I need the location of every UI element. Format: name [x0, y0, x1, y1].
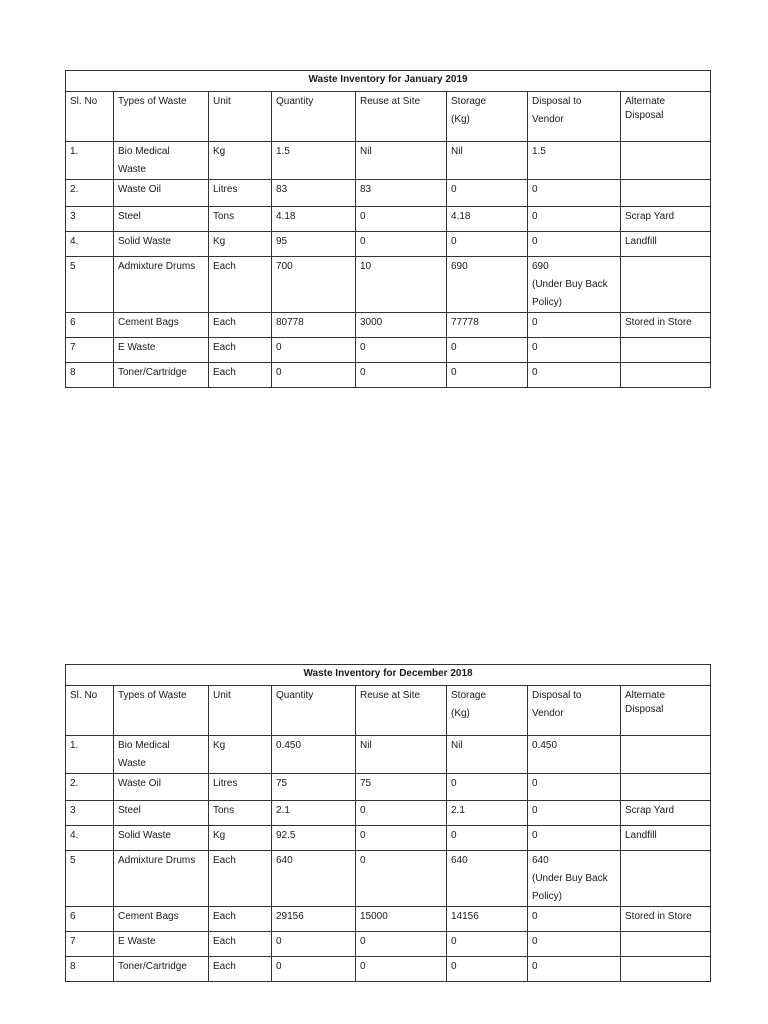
- cell: 0.450: [272, 736, 356, 774]
- cell: [621, 851, 711, 907]
- cell: Bio Medical Waste: [114, 142, 209, 180]
- cell: Nil: [447, 142, 528, 180]
- cell: Each: [209, 957, 272, 982]
- col-header-quantity: Quantity: [272, 686, 356, 736]
- cell: 0: [272, 338, 356, 363]
- table-row: [66, 736, 711, 774]
- cell: Admixture Drums: [114, 257, 209, 313]
- cell: 690: [447, 257, 528, 313]
- cell: 0: [356, 232, 447, 257]
- table-row: [66, 826, 711, 851]
- cell: 1.5: [272, 142, 356, 180]
- cell: Bio Medical Waste: [114, 736, 209, 774]
- cell: 6: [66, 313, 114, 338]
- cell: 14156: [447, 907, 528, 932]
- col-header-unit: Unit: [209, 92, 272, 142]
- cell: 0: [356, 207, 447, 232]
- cell: [621, 142, 711, 180]
- cell: 0: [447, 180, 528, 207]
- cell: Kg: [209, 232, 272, 257]
- cell: [621, 180, 711, 207]
- cell: Steel: [114, 207, 209, 232]
- cell: Scrap Yard: [621, 207, 711, 232]
- cell: 0: [447, 363, 528, 388]
- cell: 3: [66, 207, 114, 232]
- cell: Stored in Store: [621, 313, 711, 338]
- cell: Landfill: [621, 826, 711, 851]
- cell: 0: [272, 932, 356, 957]
- cell: [621, 736, 711, 774]
- cell: Each: [209, 363, 272, 388]
- cell: Kg: [209, 142, 272, 180]
- cell: 0: [528, 207, 621, 232]
- col-header-unit: Unit: [209, 686, 272, 736]
- cell: 0: [528, 363, 621, 388]
- cell: 3000: [356, 313, 447, 338]
- cell: Each: [209, 932, 272, 957]
- col-header-quantity: Quantity: [272, 92, 356, 142]
- cell: Solid Waste: [114, 232, 209, 257]
- table-title: Waste Inventory for December 2018: [66, 665, 711, 686]
- cell: 7: [66, 338, 114, 363]
- cell: Landfill: [621, 232, 711, 257]
- cell: 0: [272, 363, 356, 388]
- table-row: [66, 180, 711, 207]
- cell: 640: [447, 851, 528, 907]
- cell: 6: [66, 907, 114, 932]
- cell: 10: [356, 257, 447, 313]
- cell: 15000: [356, 907, 447, 932]
- cell: Nil: [447, 736, 528, 774]
- col-header-storage: Storage (Kg): [447, 92, 528, 142]
- cell: Litres: [209, 774, 272, 801]
- cell: [621, 932, 711, 957]
- col-header-alternate-disposal: Alternate Disposal: [621, 686, 711, 736]
- cell: 700: [272, 257, 356, 313]
- header-row: [66, 92, 711, 142]
- cell: 3: [66, 801, 114, 826]
- cell: 1.5: [528, 142, 621, 180]
- table-row: [66, 851, 711, 907]
- cell: Toner/Cartridge: [114, 957, 209, 982]
- cell: 4.: [66, 826, 114, 851]
- cell: 7: [66, 932, 114, 957]
- cell: 77778: [447, 313, 528, 338]
- cell: Steel: [114, 801, 209, 826]
- table-row: [66, 363, 711, 388]
- cell: 92.5: [272, 826, 356, 851]
- cell: 2.1: [272, 801, 356, 826]
- cell: 0: [528, 232, 621, 257]
- cell: 0: [528, 826, 621, 851]
- cell: 0: [447, 774, 528, 801]
- cell: 83: [272, 180, 356, 207]
- cell: 0: [447, 957, 528, 982]
- cell: 0: [528, 932, 621, 957]
- cell: [621, 774, 711, 801]
- col-header-reuse-at-site: Reuse at Site: [356, 686, 447, 736]
- cell: Tons: [209, 801, 272, 826]
- cell: Solid Waste: [114, 826, 209, 851]
- cell: Tons: [209, 207, 272, 232]
- cell: 0: [356, 851, 447, 907]
- table-row: [66, 907, 711, 932]
- cell: 4.: [66, 232, 114, 257]
- cell: 0: [356, 826, 447, 851]
- cell: 8: [66, 363, 114, 388]
- cell: [621, 338, 711, 363]
- cell: 0: [447, 232, 528, 257]
- cell: 0: [528, 957, 621, 982]
- cell: 8: [66, 957, 114, 982]
- cell: Litres: [209, 180, 272, 207]
- table-row: [66, 338, 711, 363]
- table-row: [66, 801, 711, 826]
- col-header-sl-no: Sl. No: [66, 92, 114, 142]
- cell: Nil: [356, 736, 447, 774]
- cell: Each: [209, 338, 272, 363]
- cell: 0: [528, 801, 621, 826]
- waste-inventory-table-january: [65, 70, 711, 388]
- cell: 1.: [66, 736, 114, 774]
- cell: 1.: [66, 142, 114, 180]
- cell: Each: [209, 851, 272, 907]
- table-row: [66, 142, 711, 180]
- cell: [621, 957, 711, 982]
- cell: E Waste: [114, 932, 209, 957]
- cell: 640 (Under Buy Back Policy): [528, 851, 621, 907]
- cell: 0: [528, 313, 621, 338]
- cell: 0: [356, 801, 447, 826]
- cell: 0: [356, 957, 447, 982]
- cell: 0.450: [528, 736, 621, 774]
- cell: 80778: [272, 313, 356, 338]
- cell: 5: [66, 851, 114, 907]
- cell: 0: [272, 957, 356, 982]
- cell: Kg: [209, 736, 272, 774]
- waste-inventory-table-december: [65, 664, 711, 982]
- cell: 83: [356, 180, 447, 207]
- cell: 0: [447, 932, 528, 957]
- cell: Kg: [209, 826, 272, 851]
- header-row: [66, 686, 711, 736]
- col-header-disposal-to-vendor: Disposal to Vendor: [528, 92, 621, 142]
- cell: Toner/Cartridge: [114, 363, 209, 388]
- table-row: [66, 313, 711, 338]
- cell: 0: [356, 363, 447, 388]
- col-header-types-of-waste: Types of Waste: [114, 686, 209, 736]
- cell: [621, 257, 711, 313]
- table-row: [66, 207, 711, 232]
- cell: 29156: [272, 907, 356, 932]
- col-header-disposal-to-vendor: Disposal to Vendor: [528, 686, 621, 736]
- col-header-alternate-disposal: Alternate Disposal: [621, 92, 711, 142]
- cell: Stored in Store: [621, 907, 711, 932]
- cell: Each: [209, 313, 272, 338]
- cell: 640: [272, 851, 356, 907]
- cell: 75: [272, 774, 356, 801]
- cell: 2.: [66, 180, 114, 207]
- cell: 0: [356, 932, 447, 957]
- cell: 0: [528, 774, 621, 801]
- cell: 2.: [66, 774, 114, 801]
- cell: Cement Bags: [114, 907, 209, 932]
- table-row: [66, 257, 711, 313]
- cell: Each: [209, 257, 272, 313]
- cell: Admixture Drums: [114, 851, 209, 907]
- cell: 0: [528, 180, 621, 207]
- cell: 690 (Under Buy Back Policy): [528, 257, 621, 313]
- cell: 0: [447, 826, 528, 851]
- cell: 4.18: [272, 207, 356, 232]
- cell: 0: [447, 338, 528, 363]
- cell: 0: [528, 907, 621, 932]
- cell: Scrap Yard: [621, 801, 711, 826]
- col-header-storage: Storage (Kg): [447, 686, 528, 736]
- table-row: [66, 774, 711, 801]
- col-header-sl-no: Sl. No: [66, 686, 114, 736]
- col-header-reuse-at-site: Reuse at Site: [356, 92, 447, 142]
- cell: Cement Bags: [114, 313, 209, 338]
- cell: 5: [66, 257, 114, 313]
- cell: E Waste: [114, 338, 209, 363]
- cell: Nil: [356, 142, 447, 180]
- cell: 4.18: [447, 207, 528, 232]
- cell: Waste Oil: [114, 180, 209, 207]
- cell: 2.1: [447, 801, 528, 826]
- cell: [621, 363, 711, 388]
- cell: 0: [528, 338, 621, 363]
- cell: 95: [272, 232, 356, 257]
- cell: Waste Oil: [114, 774, 209, 801]
- table-row: [66, 957, 711, 982]
- cell: 75: [356, 774, 447, 801]
- table-row: [66, 932, 711, 957]
- cell: 0: [356, 338, 447, 363]
- cell: Each: [209, 907, 272, 932]
- table-title: Waste Inventory for January 2019: [66, 71, 711, 92]
- table-row: [66, 232, 711, 257]
- col-header-types-of-waste: Types of Waste: [114, 92, 209, 142]
